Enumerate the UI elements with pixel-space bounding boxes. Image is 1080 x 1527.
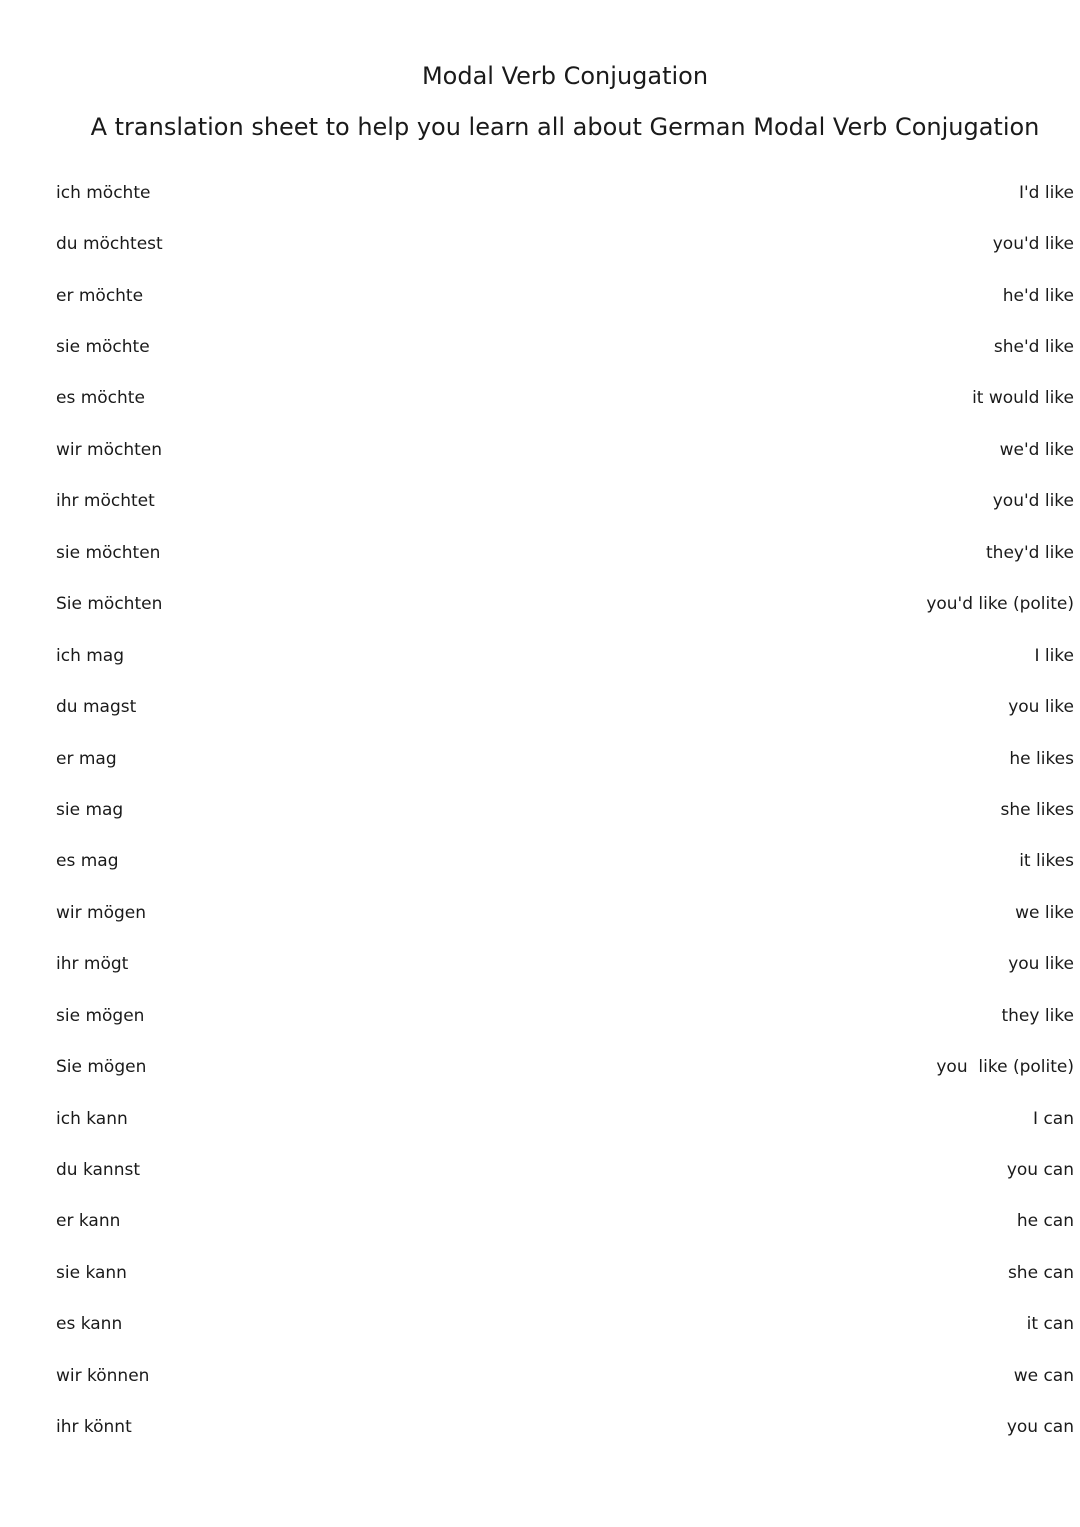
german-phrase: du magst [56,697,137,718]
translation-row [56,1247,1074,1298]
german-phrase: ich mag [56,645,125,666]
english-translation: she'd like [993,337,1074,358]
translation-row [56,1144,1074,1195]
german-phrase: Sie mögen [56,1057,147,1078]
english-translation: it would like [972,388,1074,409]
german-phrase: ich kann [56,1108,128,1129]
translation-row [56,681,1074,732]
translation-row [56,887,1074,938]
english-translation: he likes [1009,748,1074,769]
translation-row [56,167,1074,218]
english-translation: it likes [1019,851,1074,872]
english-translation: I'd like [1018,182,1074,203]
translation-row [56,218,1074,269]
german-phrase: ich möchte [56,182,151,203]
english-translation: it can [1026,1314,1074,1335]
page-subtitle: A translation sheet to help you learn all about German Modal Verb Conjugation [90,113,1040,141]
german-phrase: es kann [56,1314,123,1335]
translation-row [56,476,1074,527]
english-translation: you'd like (polite) [926,594,1074,615]
translation-row [56,1299,1074,1350]
translation-row [56,424,1074,475]
translation-row [56,630,1074,681]
english-translation: I can [1033,1108,1074,1129]
german-phrase: wir möchten [56,439,163,460]
english-translation: she can [1007,1262,1074,1283]
english-translation: you'd like [992,234,1074,255]
german-phrase: ihr mögt [56,954,129,975]
german-phrase: wir können [56,1365,150,1386]
translation-row [56,579,1074,630]
translation-row [56,1093,1074,1144]
translation-row [56,373,1074,424]
german-phrase: er mag [56,748,117,769]
english-translation: you like [1008,697,1074,718]
translation-row [56,836,1074,887]
german-phrase: er möchte [56,285,144,306]
english-translation: we'd like [999,439,1074,460]
english-translation: you like [1008,954,1074,975]
translation-row [56,1196,1074,1247]
translation-row [56,527,1074,578]
german-phrase: es möchte [56,388,145,409]
german-phrase: sie möchte [56,337,150,358]
german-phrase: sie mag [56,799,124,820]
english-translation: you can [1006,1417,1074,1438]
german-phrase: ihr möchtet [56,491,155,512]
english-translation: you can [1006,1160,1074,1181]
german-phrase: wir mögen [56,902,147,923]
german-phrase: sie kann [56,1262,127,1283]
english-translation: you'd like [992,491,1074,512]
german-phrase: er kann [56,1211,121,1232]
german-phrase: ihr könnt [56,1417,132,1438]
english-translation: he'd like [1002,285,1074,306]
translation-row [56,733,1074,784]
english-translation: you like (polite) [936,1057,1074,1078]
english-translation: they like [1001,1005,1074,1026]
german-phrase: es mag [56,851,119,872]
english-translation: we can [1013,1365,1074,1386]
translation-list [56,167,1074,1453]
translation-row [56,321,1074,372]
translation-row [56,1041,1074,1092]
english-translation: he can [1016,1211,1074,1232]
english-translation: I like [1034,645,1074,666]
german-phrase: du kannst [56,1160,141,1181]
german-phrase: Sie möchten [56,594,163,615]
translation-row [56,784,1074,835]
translation-row [56,939,1074,990]
page-title: Modal Verb Conjugation [421,62,709,90]
english-translation: we like [1015,902,1074,923]
english-translation: they'd like [986,542,1074,563]
translation-row [56,990,1074,1041]
german-phrase: du möchtest [56,234,163,255]
translation-row [56,1350,1074,1401]
translation-row [56,1402,1074,1453]
translation-row [56,270,1074,321]
english-translation: she likes [1000,799,1074,820]
german-phrase: sie mögen [56,1005,145,1026]
german-phrase: sie möchten [56,542,161,563]
